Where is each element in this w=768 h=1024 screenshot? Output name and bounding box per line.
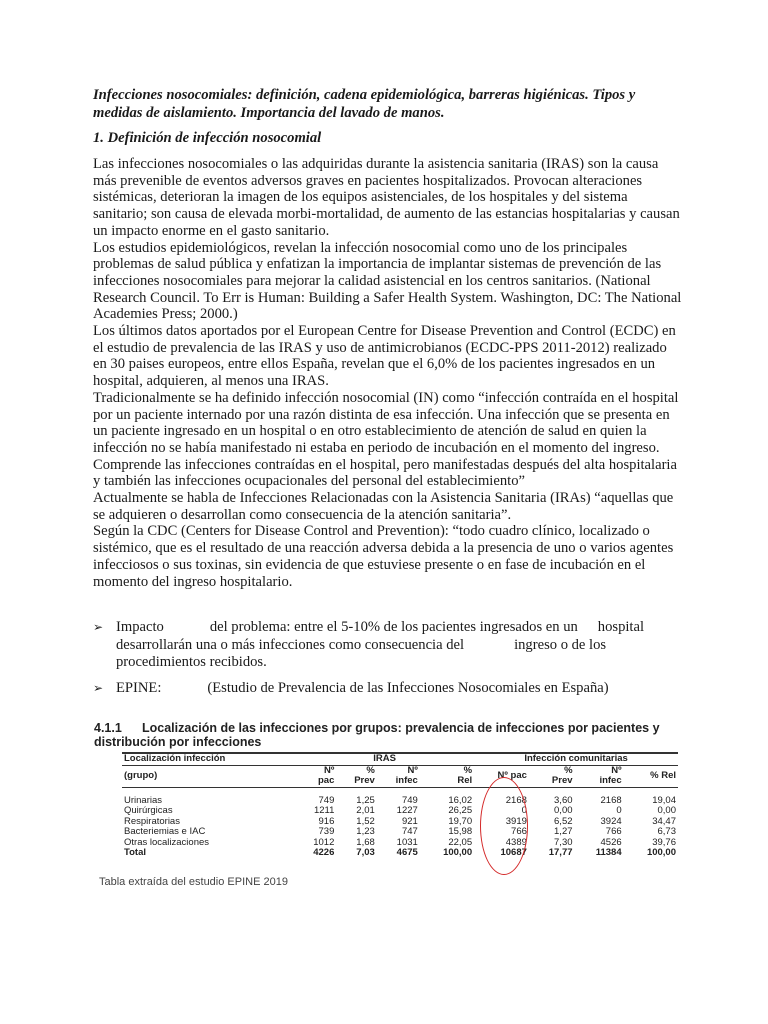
table-cell: 4526 xyxy=(600,836,622,848)
table-row xyxy=(122,817,678,828)
body-text xyxy=(93,156,683,590)
row-label: Otras localizaciones xyxy=(124,836,210,848)
table-cell: 7,03 xyxy=(356,847,375,858)
paragraph: Los estudios epidemiológicos, revelan la infección nosocomial como uno de los principales problemas de salud pública y enfatizan la importancia de implantar sistemas de prevención de las infecciones nosocomiales para mejorar la calidad asistencial en los centros sanitarios. (National Research Council. To Err is Human: Building a Safer Health System. Washington, DC: The National Academies Press; 2000.) xyxy=(93,239,682,323)
table-cell: 0 xyxy=(521,805,527,816)
col-header-rel: % Rel xyxy=(457,764,473,786)
col-header-location-group: (grupo) xyxy=(124,769,158,781)
table-cell: 3,60 xyxy=(554,794,573,806)
bullet-list xyxy=(93,619,683,705)
table-cell: 16,02 xyxy=(448,794,473,806)
col-header-rel2: % Rel xyxy=(650,769,676,781)
table-row-total xyxy=(122,848,678,859)
table-cell: 916 xyxy=(318,815,335,827)
table-cell: 766 xyxy=(605,826,622,837)
table-cell: 0,00 xyxy=(657,805,676,816)
table-cell: 1,25 xyxy=(356,794,375,806)
table-cell: 19,70 xyxy=(448,815,473,827)
group-header-community: Infección comunitarias xyxy=(474,753,678,765)
figure-number: 4.1.1 xyxy=(94,721,122,735)
col-header-location: Localización infección xyxy=(124,753,226,764)
table-cell: 17,77 xyxy=(548,847,573,858)
figure-title xyxy=(94,721,684,749)
figure-title-text: Localización de las infecciones por grupos: prevalencia de infecciones por pacientes y distribución por infecciones xyxy=(94,721,660,749)
table-cell: 4226 xyxy=(313,847,335,858)
col-header-ninfec2: Nº infec xyxy=(599,764,622,786)
table-cell: 6,73 xyxy=(657,826,676,837)
paragraph: Actualmente se habla de Infecciones Relacionadas con la Asistencia Sanitaria (IRAs) “aquellas que se adquieren o desarrollan como consecuencia de la atención sanitaria”. xyxy=(93,490,674,523)
table-cell: 1031 xyxy=(396,836,418,848)
col-header-prev: % Prev xyxy=(354,764,375,786)
table-cell: 1,23 xyxy=(356,826,375,837)
table-cell: 100,00 xyxy=(646,847,676,858)
table-cell: 2168 xyxy=(505,794,527,806)
bullet-label: EPINE: xyxy=(116,679,162,696)
arrow-bullet-icon: ➢ xyxy=(93,680,104,695)
table-cell: 6,52 xyxy=(554,815,573,827)
table-cell: 39,76 xyxy=(652,836,676,848)
table-cell: 1,27 xyxy=(554,826,573,837)
group-header-iras: IRAS xyxy=(295,753,474,765)
table-cell: 749 xyxy=(318,794,335,806)
col-header-prev2: % Prev xyxy=(551,764,573,786)
table-cell: 766 xyxy=(511,826,527,837)
table-cell: 747 xyxy=(401,826,418,837)
paragraph: Tradicionalmente se ha definido infección nosocomial (IN) como “infección contraída en el hospital por un paciente internado por una razón distinta de esa infección. Una infección que se presenta en un paciente ingresado en un hospital o en otro establecimiento de atención de salud en quien la infección no se había manifestado ni estaba en periodo de incubación en el momento del ingreso. Comprende las infecciones contraídas en el hospital, pero manifestadas después del alta hospitalaria y también las infecciones ocupacionales del personal del establecimiento” xyxy=(93,389,679,490)
row-label: Respiratorias xyxy=(124,815,180,827)
section-heading: 1. Definición de infección nosocomial xyxy=(93,130,322,146)
bullet-text: ingreso o de los procedimientos recibidos. xyxy=(116,636,607,670)
table-cell: 19,04 xyxy=(652,794,676,806)
col-header-npac2: Nº pac xyxy=(497,769,527,781)
table-cell: 2168 xyxy=(600,794,622,806)
table-cell: 4389 xyxy=(505,836,527,848)
table-cell: 10687 xyxy=(500,847,527,858)
paragraph: Según la CDC (Centers for Disease Control and Prevention): “todo cuadro clínico, localizado o sistémico, que es el resultado de una reacción adversa debida a la presencia de uno o varios agentes infecciosos o sus toxinas, sin evidencia de que estuviese presente o en fase de incubación en el momento del ingreso hospitalario. xyxy=(93,523,674,590)
table-cell: 100,00 xyxy=(443,847,473,858)
row-label: Quirúrgicas xyxy=(124,805,173,816)
bullet-label: Impacto xyxy=(116,619,164,635)
table-row xyxy=(122,806,678,817)
table-cell: 1,68 xyxy=(356,836,375,848)
paragraph: Los últimos datos aportados por el European Centre for Disease Prevention and Control (ECDC) en el estudio de prevalencia de las IRAS y uso de antimicrobianos (ECDC-PPS 2011-2012) realizado en 30 paises europeos, entre ellos España, revelan que el 6,0% de los pacientes ingresados en un hospital, adquieren, al menos una IRAS. xyxy=(93,323,676,390)
table-cell: 15,98 xyxy=(448,826,473,837)
table-row xyxy=(122,827,678,838)
figure-caption: Tabla extraída del estudio EPINE 2019 xyxy=(99,876,288,888)
epine-table-figure xyxy=(94,715,678,895)
table-cell: 739 xyxy=(318,826,335,837)
table-cell: 3919 xyxy=(505,815,527,827)
table-cell: 921 xyxy=(401,815,418,827)
paragraph: Las infecciones nosocomiales o las adquiridas durante la asistencia sanitaria (IRAS) son la causa más prevenible de eventos adversos graves en pacientes hospitalizados. Provocan alteraciones sistémicas, deterioran la imagen de los equipos asistenciales, de los hospitales y del sistema sanitario; son causa de elevada morbi-mortalidad, de aumento de las estancias hospitalarias y causan un impacto enorme en el gasto sanitario. xyxy=(93,156,680,239)
row-label: Urinarias xyxy=(124,794,163,806)
table-cell: 34,47 xyxy=(652,815,676,827)
table-cell: 2,01 xyxy=(356,805,375,816)
table-cell: 22,05 xyxy=(448,836,473,848)
table-cell: 0,00 xyxy=(554,805,573,816)
col-header-ninfec: Nº infec xyxy=(395,764,418,786)
table-cell: 749 xyxy=(401,794,418,806)
arrow-bullet-icon: ➢ xyxy=(93,620,104,634)
bullet-item-epine xyxy=(93,680,683,698)
col-header-npac: Nº pac xyxy=(318,764,335,786)
table-cell: 7,30 xyxy=(554,836,573,848)
table-cell: 4675 xyxy=(396,847,418,858)
table-cell: 1012 xyxy=(313,836,335,848)
table-cell: 11384 xyxy=(595,847,622,858)
table-cell: 26,25 xyxy=(448,805,473,816)
bullet-text: del problema: entre el 5-10% de los pacientes ingresados en un xyxy=(209,619,578,635)
bullet-text: (Estudio de Prevalencia de las Infecciones Nosocomiales en España) xyxy=(207,679,609,696)
document-title: Infecciones nosocomiales: definición, cadena epidemiológica, barreras higiénicas. Tipos y medidas de aislamiento. Importancia del lavado de manos. xyxy=(93,87,636,121)
row-label: Total xyxy=(124,847,146,858)
table-cell: 0 xyxy=(616,805,622,816)
table-cell: 1,52 xyxy=(356,815,375,827)
table-cell: 1227 xyxy=(396,805,418,816)
table-cell: 1211 xyxy=(313,805,335,816)
infection-table xyxy=(122,752,678,859)
highlight-circle xyxy=(480,777,528,875)
bullet-text: hospital desarrollarán una o más infecciones como consecuencia del xyxy=(116,619,645,653)
row-label: Bacteriemias e IAC xyxy=(124,826,206,837)
table-cell: 3924 xyxy=(600,815,622,827)
bullet-item-impacto xyxy=(93,619,683,672)
